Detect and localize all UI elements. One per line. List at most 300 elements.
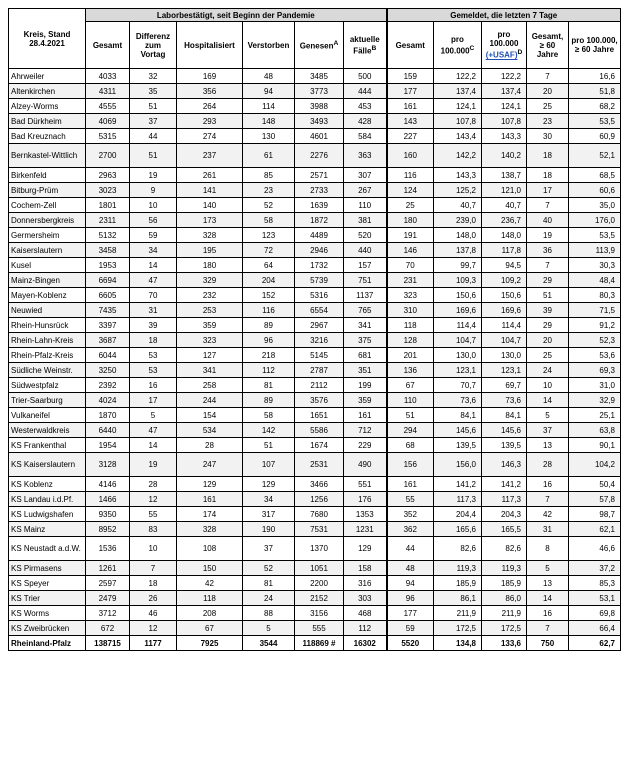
cell-hospitalisiert: 174 [177, 507, 243, 522]
cell-gesamt-60: 25 [527, 348, 569, 363]
cell-gesamt-60: 36 [527, 243, 569, 258]
cell-gesamt-60: 19 [527, 228, 569, 243]
cell-gesamt: 4024 [86, 393, 130, 408]
cell-week-gesamt: 116 [387, 168, 434, 183]
kreis-name: Kusel [9, 258, 86, 273]
cell-verstorben: 123 [243, 228, 295, 243]
cell-verstorben: 112 [243, 363, 295, 378]
cell-genesen: 1732 [295, 258, 344, 273]
cell-gesamt: 5315 [86, 129, 130, 144]
cell-gesamt: 4311 [86, 84, 130, 99]
cell-pro-100000-60: 69,8 [569, 606, 621, 621]
cell-week-gesamt: 48 [387, 561, 434, 576]
table-row [9, 363, 621, 378]
table-row [9, 576, 621, 591]
table-row [9, 537, 621, 561]
cell-week-gesamt: 156 [387, 453, 434, 477]
cell-week-gesamt: 362 [387, 522, 434, 537]
table-row [9, 288, 621, 303]
table-row [9, 258, 621, 273]
cell-gesamt: 2597 [86, 576, 130, 591]
cell-aktuelle-faelle: 1137 [344, 288, 387, 303]
cell-pro-100000-60: 68,5 [569, 168, 621, 183]
cell-gesamt-60: 10 [527, 378, 569, 393]
cell-genesen: 6554 [295, 303, 344, 318]
cell-genesen: 2787 [295, 363, 344, 378]
cell-gesamt-60: 7 [527, 621, 569, 636]
cell-genesen: 555 [295, 621, 344, 636]
cell-week-gesamt: 161 [387, 99, 434, 114]
cell-hospitalisiert: 129 [177, 477, 243, 492]
cell-verstorben: 58 [243, 408, 295, 423]
cell-week-gesamt: 67 [387, 378, 434, 393]
cell-genesen: 2946 [295, 243, 344, 258]
cell-differenz: 31 [130, 303, 177, 318]
cell-gesamt-60: 13 [527, 438, 569, 453]
cell-pro-100000: 139,5 [434, 438, 482, 453]
cell-pro-100000: 137,8 [434, 243, 482, 258]
cell-aktuelle-faelle: 520 [344, 228, 387, 243]
cell-aktuelle-faelle: 1353 [344, 507, 387, 522]
col-aktuelle-faelle: aktuelle Fälle$^B$ [344, 22, 387, 69]
cell-differenz: 14 [130, 258, 177, 273]
cell-genesen: 3493 [295, 114, 344, 129]
cell-pro-100000-60: 113,9 [569, 243, 621, 258]
cell-genesen: 3773 [295, 84, 344, 99]
cell-pro-100000: 122,2 [434, 69, 482, 84]
cell-hospitalisiert: 127 [177, 348, 243, 363]
col-hospitalisiert: Hospitalisiert [177, 22, 243, 69]
cell-pro-100000: 143,3 [434, 168, 482, 183]
cell-pro-100000-usaf: 107,8 [482, 114, 527, 129]
cell-genesen: 7531 [295, 522, 344, 537]
cell-pro-100000-usaf: 172,5 [482, 621, 527, 636]
kreis-name: Mayen-Koblenz [9, 288, 86, 303]
cell-pro-100000-usaf: 138,7 [482, 168, 527, 183]
cell-genesen: 118869 # [295, 636, 344, 651]
cell-pro-100000-usaf: 143,3 [482, 129, 527, 144]
table-row [9, 99, 621, 114]
cell-pro-100000: 185,9 [434, 576, 482, 591]
cell-differenz: 1177 [130, 636, 177, 651]
cell-pro-100000: 165,6 [434, 522, 482, 537]
cell-genesen: 2531 [295, 453, 344, 477]
table-header [9, 9, 621, 69]
cell-week-gesamt: 94 [387, 576, 434, 591]
kreis-name: KS Worms [9, 606, 86, 621]
col-verstorben: Verstorben [243, 22, 295, 69]
cell-aktuelle-faelle: 444 [344, 84, 387, 99]
cell-aktuelle-faelle: 584 [344, 129, 387, 144]
cell-differenz: 51 [130, 144, 177, 168]
cell-week-gesamt: 146 [387, 243, 434, 258]
cell-hospitalisiert: 253 [177, 303, 243, 318]
cell-week-gesamt: 59 [387, 621, 434, 636]
table-row [9, 438, 621, 453]
cell-pro-100000: 70,7 [434, 378, 482, 393]
table-row [9, 561, 621, 576]
cell-pro-100000-60: 90,1 [569, 438, 621, 453]
cell-aktuelle-faelle: 316 [344, 576, 387, 591]
cell-differenz: 55 [130, 507, 177, 522]
cell-gesamt: 4069 [86, 114, 130, 129]
cell-verstorben: 129 [243, 477, 295, 492]
cell-hospitalisiert: 140 [177, 198, 243, 213]
cell-differenz: 16 [130, 378, 177, 393]
cell-verstorben: 51 [243, 438, 295, 453]
cell-gesamt-60: 42 [527, 507, 569, 522]
cell-pro-100000-60: 60,6 [569, 183, 621, 198]
cell-pro-100000-usaf: 119,3 [482, 561, 527, 576]
kreis-name: Donnersbergkreis [9, 213, 86, 228]
table-row [9, 591, 621, 606]
cell-verstorben: 130 [243, 129, 295, 144]
cell-week-gesamt: 180 [387, 213, 434, 228]
cell-differenz: 51 [130, 99, 177, 114]
table-row [9, 477, 621, 492]
cell-verstorben: 88 [243, 606, 295, 621]
cell-pro-100000-60: 25,1 [569, 408, 621, 423]
cell-pro-100000-usaf: 124,1 [482, 99, 527, 114]
cell-gesamt-60: 7 [527, 198, 569, 213]
cell-gesamt: 7435 [86, 303, 130, 318]
table-row [9, 333, 621, 348]
cell-gesamt: 9350 [86, 507, 130, 522]
table-row [9, 84, 621, 99]
cell-differenz: 12 [130, 492, 177, 507]
cell-differenz: 7 [130, 561, 177, 576]
cell-week-gesamt: 25 [387, 198, 434, 213]
cell-hospitalisiert: 7925 [177, 636, 243, 651]
cell-pro-100000-usaf: 104,7 [482, 333, 527, 348]
cell-pro-100000: 117,3 [434, 492, 482, 507]
cell-verstorben: 107 [243, 453, 295, 477]
cell-aktuelle-faelle: 440 [344, 243, 387, 258]
cell-verstorben: 152 [243, 288, 295, 303]
cell-hospitalisiert: 293 [177, 114, 243, 129]
cell-pro-100000: 124,1 [434, 99, 482, 114]
cell-pro-100000: 40,7 [434, 198, 482, 213]
cell-differenz: 19 [130, 168, 177, 183]
kreis-header: Kreis, Stand 28.4.2021 [9, 9, 86, 69]
cell-pro-100000: 114,4 [434, 318, 482, 333]
cell-week-gesamt: 143 [387, 114, 434, 129]
cell-pro-100000: 107,8 [434, 114, 482, 129]
cell-gesamt-60: 750 [527, 636, 569, 651]
cell-hospitalisiert: 208 [177, 606, 243, 621]
kreis-name: Rhein-Lahn-Kreis [9, 333, 86, 348]
cell-pro-100000-usaf: 137,4 [482, 84, 527, 99]
kreis-name: KS Zweibrücken [9, 621, 86, 636]
cell-aktuelle-faelle: 765 [344, 303, 387, 318]
cell-week-gesamt: 191 [387, 228, 434, 243]
cell-aktuelle-faelle: 351 [344, 363, 387, 378]
cell-gesamt-60: 7 [527, 258, 569, 273]
cell-differenz: 34 [130, 243, 177, 258]
cell-gesamt-60: 14 [527, 393, 569, 408]
cell-gesamt: 3250 [86, 363, 130, 378]
cell-aktuelle-faelle: 751 [344, 273, 387, 288]
cell-gesamt: 3023 [86, 183, 130, 198]
cell-hospitalisiert: 341 [177, 363, 243, 378]
cell-hospitalisiert: 173 [177, 213, 243, 228]
cell-week-gesamt: 310 [387, 303, 434, 318]
cell-gesamt: 1954 [86, 438, 130, 453]
cell-pro-100000: 104,7 [434, 333, 482, 348]
table-row [9, 168, 621, 183]
cell-gesamt: 1953 [86, 258, 130, 273]
cell-verstorben: 5 [243, 621, 295, 636]
kreis-name: KS Mainz [9, 522, 86, 537]
kreis-name: Bitburg-Prüm [9, 183, 86, 198]
cell-differenz: 17 [130, 393, 177, 408]
cell-pro-100000: 137,4 [434, 84, 482, 99]
cell-genesen: 1674 [295, 438, 344, 453]
cell-genesen: 5145 [295, 348, 344, 363]
cell-pro-100000: 148,0 [434, 228, 482, 243]
cell-verstorben: 116 [243, 303, 295, 318]
cell-genesen: 1256 [295, 492, 344, 507]
cell-verstorben: 72 [243, 243, 295, 258]
cell-pro-100000: 172,5 [434, 621, 482, 636]
kreis-name: KS Kaiserslautern [9, 453, 86, 477]
cell-genesen: 4489 [295, 228, 344, 243]
cell-genesen: 1872 [295, 213, 344, 228]
week-group-header: Gemeldet, die letzten 7 Tage [387, 9, 621, 22]
cell-differenz: 18 [130, 333, 177, 348]
kreis-name: KS Trier [9, 591, 86, 606]
cell-gesamt-60: 16 [527, 606, 569, 621]
cell-verstorben: 64 [243, 258, 295, 273]
cell-pro-100000-usaf: 140,2 [482, 144, 527, 168]
cell-differenz: 83 [130, 522, 177, 537]
cell-hospitalisiert: 232 [177, 288, 243, 303]
cell-pro-100000-usaf: 236,7 [482, 213, 527, 228]
cell-aktuelle-faelle: 490 [344, 453, 387, 477]
cell-differenz: 10 [130, 537, 177, 561]
cell-pro-100000: 156,0 [434, 453, 482, 477]
cell-gesamt: 4146 [86, 477, 130, 492]
cell-differenz: 59 [130, 228, 177, 243]
cell-aktuelle-faelle: 468 [344, 606, 387, 621]
cell-aktuelle-faelle: 267 [344, 183, 387, 198]
cell-differenz: 35 [130, 84, 177, 99]
cell-pro-100000: 119,3 [434, 561, 482, 576]
kreis-name: Birkenfeld [9, 168, 86, 183]
cell-hospitalisiert: 154 [177, 408, 243, 423]
kreis-name: KS Speyer [9, 576, 86, 591]
cell-differenz: 5 [130, 408, 177, 423]
table-row [9, 453, 621, 477]
col-differenz: Differenz zum Vortag [130, 22, 177, 69]
col-gesamt-60: Gesamt, ≥ 60 Jahre [527, 22, 569, 69]
col-gesamt: Gesamt [86, 22, 130, 69]
cell-verstorben: 48 [243, 69, 295, 84]
kreis-name: Westerwaldkreis [9, 423, 86, 438]
cell-pro-100000-60: 71,5 [569, 303, 621, 318]
cell-hospitalisiert: 356 [177, 84, 243, 99]
cell-pro-100000: 86,1 [434, 591, 482, 606]
cell-aktuelle-faelle: 307 [344, 168, 387, 183]
table-row [9, 273, 621, 288]
cell-gesamt-60: 18 [527, 144, 569, 168]
table-row [9, 378, 621, 393]
cell-gesamt-60: 39 [527, 303, 569, 318]
cell-genesen: 4601 [295, 129, 344, 144]
cell-aktuelle-faelle: 500 [344, 69, 387, 84]
table-row [9, 393, 621, 408]
kreis-name: Bernkastel-Wittlich [9, 144, 86, 168]
cell-pro-100000: 109,3 [434, 273, 482, 288]
corona-statistics-table [8, 8, 621, 651]
table-row [9, 348, 621, 363]
cell-gesamt-60: 29 [527, 318, 569, 333]
table-footer [9, 636, 621, 651]
table-row [9, 522, 621, 537]
cell-genesen: 1639 [295, 198, 344, 213]
table-row [9, 492, 621, 507]
cell-gesamt: 2479 [86, 591, 130, 606]
cell-hospitalisiert: 195 [177, 243, 243, 258]
cell-genesen: 2733 [295, 183, 344, 198]
cell-pro-100000-60: 35,0 [569, 198, 621, 213]
kreis-name: Bad Kreuznach [9, 129, 86, 144]
cell-week-gesamt: 68 [387, 438, 434, 453]
cell-differenz: 53 [130, 348, 177, 363]
cell-pro-100000-60: 32,9 [569, 393, 621, 408]
cell-gesamt: 6440 [86, 423, 130, 438]
table-row [9, 228, 621, 243]
kreis-name: Germersheim [9, 228, 86, 243]
cell-pro-100000: 125,2 [434, 183, 482, 198]
cell-hospitalisiert: 161 [177, 492, 243, 507]
cell-aktuelle-faelle: 428 [344, 114, 387, 129]
cell-gesamt-60: 23 [527, 114, 569, 129]
kreis-name: KS Koblenz [9, 477, 86, 492]
cell-week-gesamt: 160 [387, 144, 434, 168]
cell-verstorben: 3544 [243, 636, 295, 651]
cell-pro-100000-usaf: 82,6 [482, 537, 527, 561]
kreis-name: Mainz-Bingen [9, 273, 86, 288]
cell-pro-100000-usaf: 117,8 [482, 243, 527, 258]
cell-hospitalisiert: 534 [177, 423, 243, 438]
table-row [9, 144, 621, 168]
cell-week-gesamt: 352 [387, 507, 434, 522]
cell-pro-100000: 143,4 [434, 129, 482, 144]
cell-gesamt: 3458 [86, 243, 130, 258]
cell-hospitalisiert: 328 [177, 228, 243, 243]
cell-hospitalisiert: 67 [177, 621, 243, 636]
cell-week-gesamt: 96 [387, 591, 434, 606]
cell-aktuelle-faelle: 161 [344, 408, 387, 423]
cell-pro-100000: 142,2 [434, 144, 482, 168]
cell-gesamt: 1870 [86, 408, 130, 423]
cell-verstorben: 37 [243, 537, 295, 561]
kreis-name: Südwestpfalz [9, 378, 86, 393]
cell-pro-100000: 150,6 [434, 288, 482, 303]
cell-genesen: 1651 [295, 408, 344, 423]
cell-gesamt-60: 20 [527, 333, 569, 348]
cell-verstorben: 89 [243, 393, 295, 408]
cell-verstorben: 190 [243, 522, 295, 537]
cell-pro-100000: 73,6 [434, 393, 482, 408]
cell-genesen: 2200 [295, 576, 344, 591]
kreis-name: Rhein-Hunsrück [9, 318, 86, 333]
table-row [9, 114, 621, 129]
cell-aktuelle-faelle: 681 [344, 348, 387, 363]
cell-week-gesamt: 51 [387, 408, 434, 423]
cell-pro-100000-60: 52,3 [569, 333, 621, 348]
kreis-name: Rhein-Pfalz-Kreis [9, 348, 86, 363]
cell-pro-100000-usaf: 150,6 [482, 288, 527, 303]
cell-pro-100000-60: 60,9 [569, 129, 621, 144]
cell-genesen: 3576 [295, 393, 344, 408]
cell-aktuelle-faelle: 551 [344, 477, 387, 492]
cell-pro-100000-usaf: 94,5 [482, 258, 527, 273]
cell-aktuelle-faelle: 158 [344, 561, 387, 576]
cell-week-gesamt: 177 [387, 606, 434, 621]
cell-genesen: 3156 [295, 606, 344, 621]
table-row [9, 621, 621, 636]
cell-pro-100000: 239,0 [434, 213, 482, 228]
cell-differenz: 53 [130, 363, 177, 378]
kreis-name: Südliche Weinstr. [9, 363, 86, 378]
cell-differenz: 46 [130, 606, 177, 621]
cell-week-gesamt: 231 [387, 273, 434, 288]
cell-genesen: 5586 [295, 423, 344, 438]
cell-hospitalisiert: 264 [177, 99, 243, 114]
cell-pro-100000-60: 85,3 [569, 576, 621, 591]
cell-pro-100000-usaf: 122,2 [482, 69, 527, 84]
table-body [9, 69, 621, 636]
cell-gesamt-60: 31 [527, 522, 569, 537]
kreis-name: Bad Dürkheim [9, 114, 86, 129]
cell-gesamt: 3397 [86, 318, 130, 333]
cell-differenz: 47 [130, 273, 177, 288]
cell-pro-100000: 84,1 [434, 408, 482, 423]
cell-pro-100000-60: 80,3 [569, 288, 621, 303]
cell-hospitalisiert: 237 [177, 144, 243, 168]
cell-pro-100000-60: 57,8 [569, 492, 621, 507]
cell-hospitalisiert: 108 [177, 537, 243, 561]
cell-pro-100000-60: 31,0 [569, 378, 621, 393]
cell-verstorben: 218 [243, 348, 295, 363]
table-row [9, 423, 621, 438]
cell-genesen: 2112 [295, 378, 344, 393]
cell-aktuelle-faelle: 129 [344, 537, 387, 561]
cell-pro-100000-usaf: 169,6 [482, 303, 527, 318]
cell-pro-100000-60: 62,7 [569, 636, 621, 651]
cell-differenz: 18 [130, 576, 177, 591]
cell-hospitalisiert: 329 [177, 273, 243, 288]
cell-genesen: 7680 [295, 507, 344, 522]
cell-pro-100000-usaf: 114,4 [482, 318, 527, 333]
cell-gesamt-60: 5 [527, 408, 569, 423]
kreis-name: KS Frankenthal [9, 438, 86, 453]
cell-pro-100000-usaf: 86,0 [482, 591, 527, 606]
cell-pro-100000-usaf: 69,7 [482, 378, 527, 393]
cell-gesamt: 2963 [86, 168, 130, 183]
kreis-name: KS Pirmasens [9, 561, 86, 576]
cell-pro-100000-usaf: 130,0 [482, 348, 527, 363]
kreis-name: KS Ludwigshafen [9, 507, 86, 522]
cell-gesamt: 6605 [86, 288, 130, 303]
cell-pro-100000-60: 98,7 [569, 507, 621, 522]
cell-week-gesamt: 110 [387, 393, 434, 408]
lab-group-header: Laborbestätigt, seit Beginn der Pandemie [86, 9, 387, 22]
cell-gesamt-60: 18 [527, 168, 569, 183]
cell-pro-100000: 123,1 [434, 363, 482, 378]
